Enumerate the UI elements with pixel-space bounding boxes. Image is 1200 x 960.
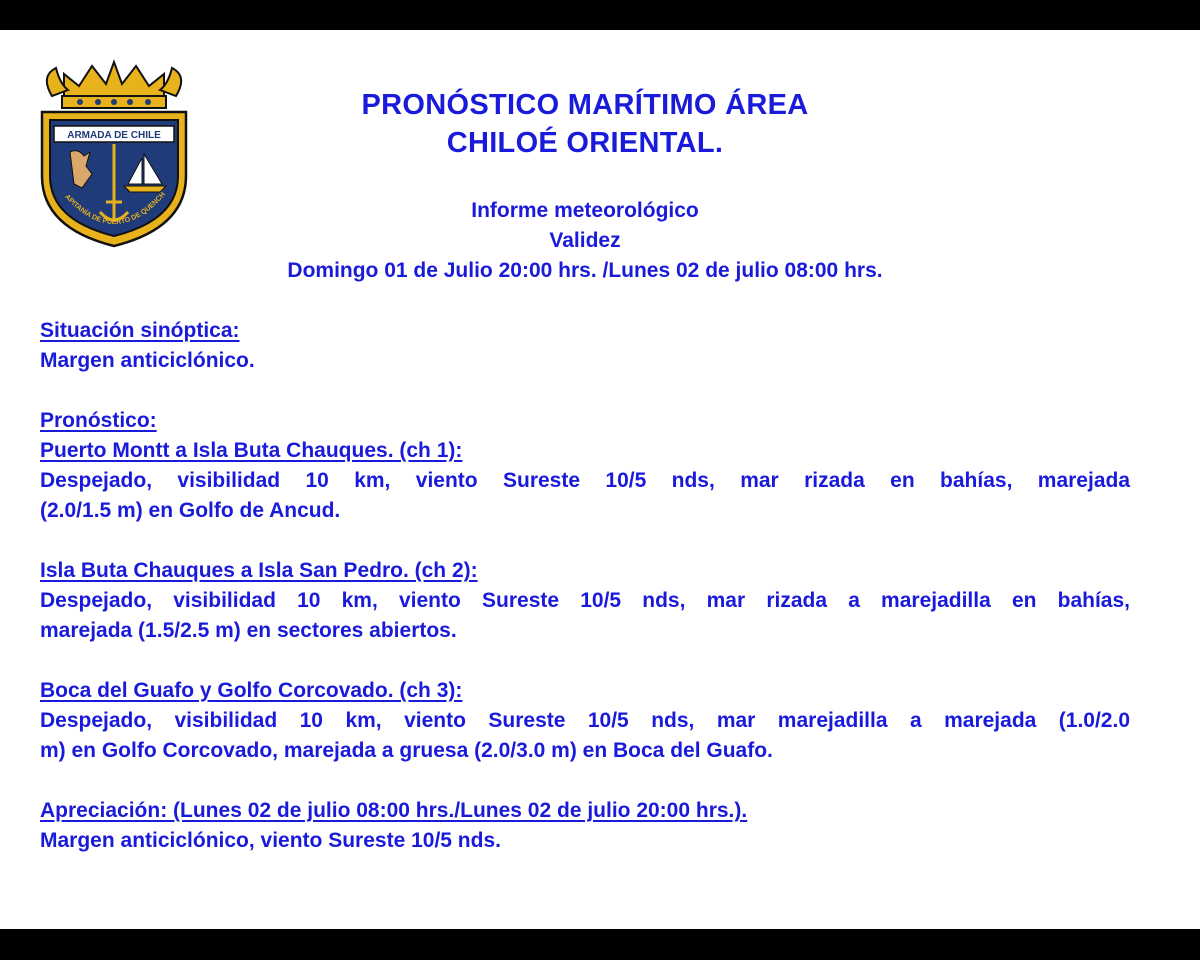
section-ch1-line2: (2.0/1.5 m) en Golfo de Ancud. <box>40 499 341 522</box>
svg-text:CAPITANÍA DE PUERTO DE QUENCHI: APITANÍA DE PUERTO DE QUENCH <box>63 191 167 227</box>
synoptic-heading: Situación sinóptica: <box>40 319 240 342</box>
section-heading-ch3: Boca del Guafo y Golfo Corcovado. (ch 3): <box>40 679 463 702</box>
validity-range: Domingo 01 de Julio 20:00 hrs. /Lunes 02 de julio 08:00 hrs. <box>287 259 883 282</box>
section-ch3-line1: Despejado, visibilidad 10 km, viento Sureste 10/5 nds, mar marejadilla a marejada (1.0/2.0 <box>40 709 1130 732</box>
section-ch1-line1: Despejado, visibilidad 10 km, viento Sureste 10/5 nds, mar rizada en bahías, marejada <box>40 469 1130 492</box>
forecast-body <box>40 316 1130 856</box>
section-heading-ch1: Puerto Montt a Isla Buta Chauques. (ch 1): <box>40 439 463 462</box>
outlook-text: Margen anticiclónico, viento Sureste 10/5 nds. <box>40 829 501 852</box>
section-ch2-line1: Despejado, visibilidad 10 km, viento Sureste 10/5 nds, mar rizada a marejadilla en bahías, <box>40 589 1130 612</box>
top-black-bar <box>0 0 1200 30</box>
crest-emblem-icon <box>34 56 194 250</box>
section-ch2-line2: marejada (1.5/2.5 m) en sectores abiertos. <box>40 619 457 642</box>
section-heading-ch2: Isla Buta Chauques a Isla San Pedro. (ch 2): <box>40 559 478 582</box>
synoptic-text: Margen anticiclónico. <box>40 349 255 372</box>
bottom-black-bar <box>0 929 1200 960</box>
page-title <box>235 86 935 162</box>
report-type: Informe meteorológico <box>471 199 699 222</box>
outlook-heading: Apreciación: (Lunes 02 de julio 08:00 hrs./Lunes 02 de julio 20:00 hrs.). <box>40 799 748 822</box>
validity-label: Validez <box>549 229 621 252</box>
section-ch3-line2: m) en Golfo Corcovado, marejada a gruesa (2.0/3.0 m) en Boca del Guafo. <box>40 739 773 762</box>
title-line-2: CHILOÉ ORIENTAL. <box>446 127 724 159</box>
title-line-1: PRONÓSTICO MARÍTIMO ÁREA <box>361 89 809 121</box>
svg-text:ARMADA DE CHILE: ARMADA DE CHILE <box>67 130 161 141</box>
navy-crest-logo <box>34 56 194 250</box>
report-header <box>185 196 985 286</box>
forecast-heading: Pronóstico: <box>40 409 157 432</box>
